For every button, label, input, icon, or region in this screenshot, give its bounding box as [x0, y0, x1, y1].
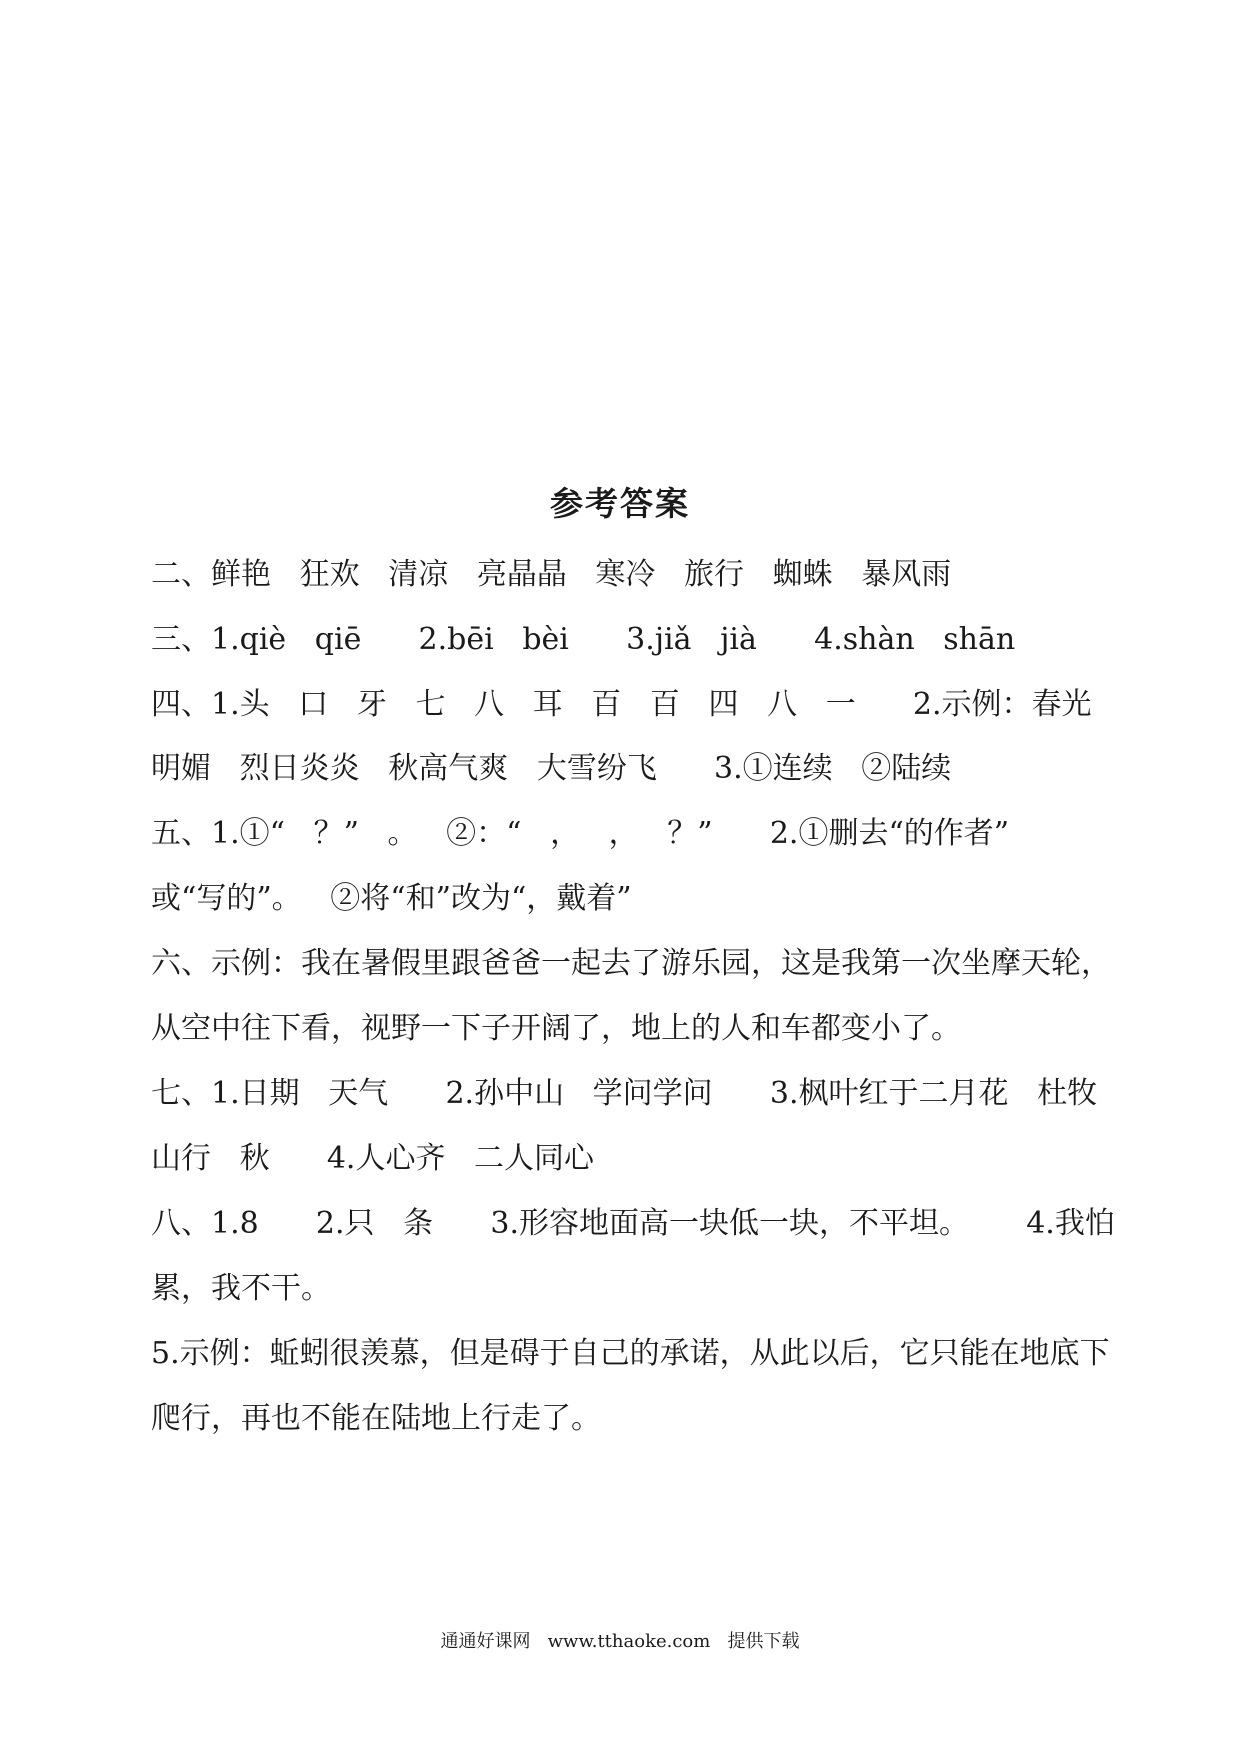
answer-line-8c: 5.示例：蚯蚓很羡慕，但是碍于自己的承诺，从此以后，它只能在地底下 — [151, 1336, 1110, 1371]
answer-line-6a: 六、示例：我在暑假里跟爸爸一起去了游乐园，这是我第一次坐摩天轮， — [151, 946, 1111, 981]
answer-line-5a: 五、1.①“ ？” 。 ②：“ ， ， ？” 2.①删去“的作者” — [151, 816, 1010, 851]
answer-line-4a: 四、1.头 口 牙 七 八 耳 百 百 四 八 一 2.示例：春光 — [151, 687, 1092, 722]
answer-line-8b: 累，我不干。 — [151, 1271, 331, 1306]
answer-line-8d: 爬行，再也不能在陆地上行走了。 — [151, 1401, 601, 1436]
answer-line-8a: 八、1.8 2.只 条 3.形容地面高一块低一块，不平坦。 4.我怕 — [151, 1206, 1115, 1241]
answer-line-6b: 从空中往下看，视野一下子开阔了，地上的人和车都变小了。 — [151, 1011, 961, 1046]
answer-line-5b: 或“写的”。 ②将“和”改为“，戴着” — [151, 881, 632, 916]
answer-line-7a: 七、1.日期 天气 2.孙中山 学问学问 3.枫叶红于二月花 杜牧 — [151, 1076, 1098, 1111]
page-title: 参考答案 — [550, 484, 690, 523]
answer-line-3: 三、1.qiè qiē 2.bēi bèi 3.jiǎ jià 4.shàn shān — [151, 622, 1016, 657]
answer-line-2: 二、鲜艳 狂欢 清凉 亮晶晶 寒冷 旅行 蜘蛛 暴风雨 — [151, 557, 952, 592]
answer-line-7b: 山行 秋 4.人心齐 二人同心 — [151, 1141, 595, 1176]
answer-line-4b: 明媚 烈日炎炎 秋高气爽 大雪纷飞 3.①连续 ②陆续 — [151, 751, 952, 786]
footer-source: 通通好课网 www.tthaoke.com 提供下载 — [440, 1631, 800, 1652]
